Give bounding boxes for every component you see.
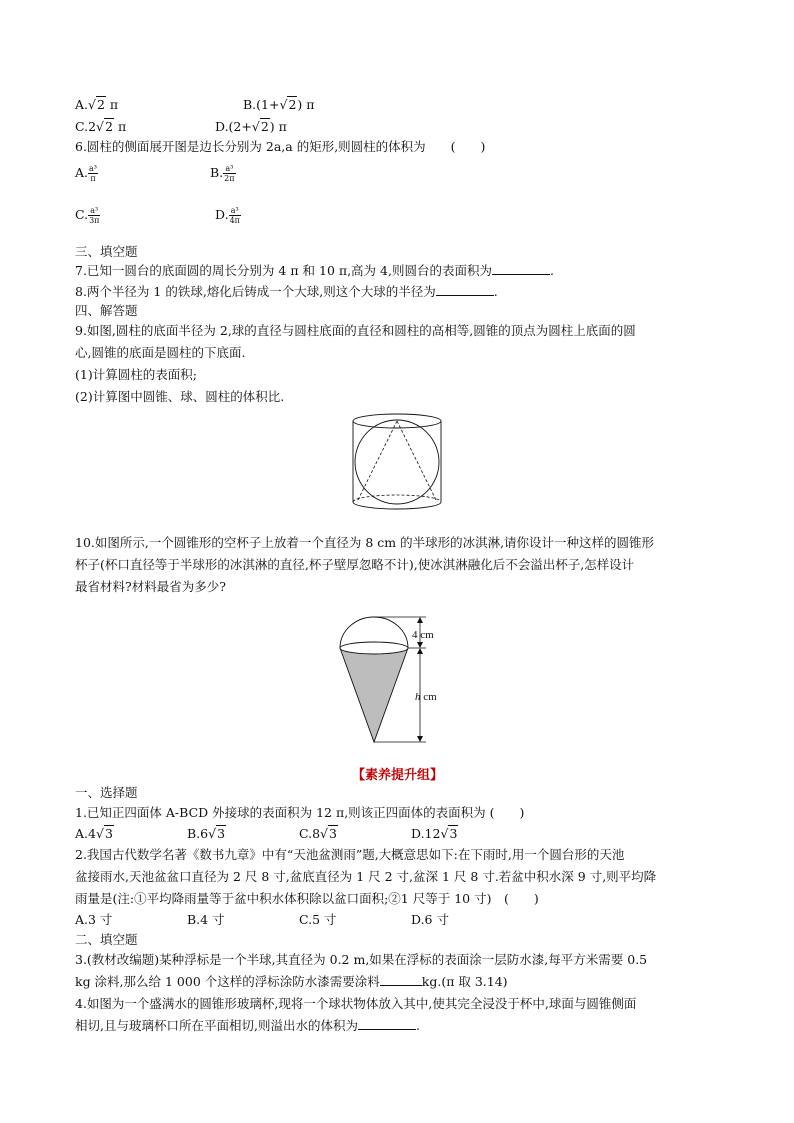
label-4cm: 4 cm (412, 629, 434, 641)
g-q4-line-1: 4.如图为一个盛满水的圆锥形玻璃杯,现将一个球状物体放入其中,使其完全浸没于杯中,球面与圆锥侧面 (75, 996, 637, 1011)
q7-body: 7.已知一圆台的底面圆的周长分别为 4 π 和 10 π,高为 4,则圆台的表面积为 (75, 263, 492, 278)
radicand: 2 (260, 119, 269, 134)
q9-sub-2: (2)计算图中圆锥、球、圆柱的体积比. (75, 389, 285, 404)
q6-option-d (215, 206, 241, 225)
g-q2-line-2: 盆接雨水,天池盆盆口直径为 2 尺 8 寸,盆底直径为 1 尺 2 寸,盆深 1 尺 8 寸.若盆中积水深 9 寸,则平均降 (75, 869, 657, 884)
group-title-literacy: 【素养提升组】 (352, 768, 444, 783)
fraction (88, 164, 98, 183)
numerator: a³ (229, 206, 241, 216)
group-section-choice: 一、选择题 (75, 785, 138, 800)
sqrt-symbol: √3 (95, 826, 113, 841)
g-q2-line-1: 2.我国古代数学名著《数书九章》中有“天池盆测雨”题,大概意思如下:在下雨时,用一个圆台形的天池 (75, 847, 625, 862)
g-q3-line-2 (75, 974, 508, 990)
g-q1-option-c (299, 826, 338, 842)
answer-blank[interactable] (358, 1018, 416, 1030)
q7-text (75, 263, 554, 279)
q5-option-d (215, 119, 287, 135)
numerator: a³ (88, 206, 100, 216)
group-section-fill-in: 二、填空题 (75, 932, 138, 947)
option-label: D. (215, 207, 229, 222)
q8-text (75, 284, 498, 300)
answer-blank[interactable] (380, 974, 422, 986)
g-q2-option-c: C.5 寸 (299, 912, 337, 927)
q9-line-1: 9.如图,圆柱的底面半径为 2,球的直径与圆柱底面的直径和圆柱的高相等,圆锥的顶点为圆柱上底面的圆 (75, 323, 636, 338)
q5-option-a (75, 97, 118, 113)
q9-sub-1: (1)计算圆柱的表面积; (75, 367, 197, 382)
cylinder-sphere-cone-figure (345, 412, 449, 512)
sqrt-symbol: √3 (440, 826, 458, 841)
denominator: 4π (229, 216, 240, 225)
g-q4-body: 相切,且与玻璃杯口所在平面相切,则溢出水的体积为 (75, 1018, 358, 1033)
radicand: 3 (217, 826, 226, 841)
label-unit: cm (420, 691, 437, 703)
sqrt-symbol: √2 (251, 119, 269, 134)
answer-blank[interactable] (492, 263, 550, 275)
option-tail: ) π (269, 119, 287, 134)
numerator: a³ (89, 164, 97, 173)
sqrt-symbol: √2 (279, 97, 297, 112)
q8-end: . (493, 284, 498, 299)
radicand: 2 (105, 119, 113, 134)
q8-body: 8.两个半径为 1 的铁球,熔化后铸成一个大球,则这个大球的半径为 (75, 284, 436, 299)
option-label: A.4 (75, 826, 96, 841)
g-q4-end: . (415, 1018, 420, 1033)
g-q2-option-d: D.6 寸 (411, 912, 449, 927)
option-label: C.8 (299, 826, 321, 841)
g-q3-end: kg.(π 取 3.14) (421, 974, 508, 989)
denominator: π (90, 174, 96, 183)
option-label: D.12 (411, 826, 441, 841)
q10-line-3: 最省材料?材料最省为多少? (75, 579, 226, 594)
g-q1-text: 1.已知正四面体 A-BCD 外接球的表面积为 12 π,则该正四面体的表面积为 ( ) (75, 805, 525, 820)
q6-text: 6.圆柱的侧面展开图是边长分别为 2a,a 的矩形,则圆柱的体积为 ( ) (75, 139, 486, 154)
option-label: A. (75, 97, 89, 112)
fraction (88, 206, 100, 225)
option-label: C.2 (75, 119, 97, 134)
g-q1-option-b (187, 826, 226, 842)
g-q3-body: kg 涂料,那么给 1 000 个这样的浮标涂防水漆需要涂料 (75, 974, 380, 989)
option-label: B.(1+ (243, 97, 280, 112)
radicand: 3 (449, 826, 458, 841)
denominator: 3π (89, 216, 100, 225)
option-label: A. (75, 165, 89, 180)
fraction (229, 206, 241, 225)
denominator: 2π (224, 174, 235, 183)
label-h-cm (415, 691, 437, 703)
option-label: C. (75, 207, 89, 222)
g-q2-option-b: B.4 寸 (187, 912, 225, 927)
option-tail: π (117, 119, 127, 134)
g-q2-option-a: A.3 寸 (75, 912, 113, 927)
numerator: a³ (223, 164, 235, 174)
q6-option-b (210, 164, 236, 183)
q7-end: . (549, 263, 554, 278)
g-q3-line-1: 3.(教材改编题)某种浮标是一个半球,其直径为 0.2 m,如果在浮标的表面涂一层防水漆,每平方米需要 0.5 (75, 952, 648, 967)
option-tail: π (109, 97, 119, 112)
option-label: B. (210, 165, 224, 180)
sqrt-symbol: √3 (208, 826, 226, 841)
radicand: 2 (96, 97, 105, 112)
sqrt-symbol: √2 (88, 97, 105, 112)
q10-line-1: 10.如图所示,一个圆锥形的空杯子上放着一个直径为 8 cm 的半球形的冰淇淋,请你设计一种这样的圆锥形 (75, 535, 655, 550)
section-title-solutions: 四、解答题 (75, 303, 138, 318)
q10-line-2: 杯子(杯口直径等于半球形的冰淇淋的直径,杯子壁厚忽略不计),使冰淇淋融化后不会溢出杯子,怎样设计 (75, 557, 635, 572)
fraction (223, 164, 235, 183)
option-label: B.6 (187, 826, 209, 841)
radicand: 3 (104, 826, 113, 841)
q5-option-b (243, 97, 314, 113)
g-q1-option-a (75, 826, 114, 842)
q9-line-2: 心,圆锥的底面是圆柱的下底面. (75, 345, 246, 360)
option-tail: ) π (297, 97, 315, 112)
answer-blank[interactable] (436, 284, 494, 296)
option-label: D.(2+ (215, 119, 252, 134)
sqrt-symbol: √2 (96, 119, 113, 134)
sqrt-symbol: √3 (320, 826, 337, 841)
radicand: 3 (329, 826, 337, 841)
q6-option-a (75, 164, 98, 183)
g-q4-line-2 (75, 1018, 420, 1034)
ice-cream-cone-figure (330, 614, 462, 748)
g-q2-line-3: 雨量是(注:①平均降雨量等于盆中积水体积除以盆口面积;②1 尺等于 10 寸) ( ) (75, 891, 539, 906)
q6-option-c (75, 206, 100, 225)
q5-option-c (75, 119, 126, 135)
g-q1-option-d (411, 826, 458, 842)
section-title-fill-in: 三、填空题 (75, 244, 138, 259)
radicand: 2 (288, 97, 297, 112)
label-h: h (415, 691, 421, 703)
